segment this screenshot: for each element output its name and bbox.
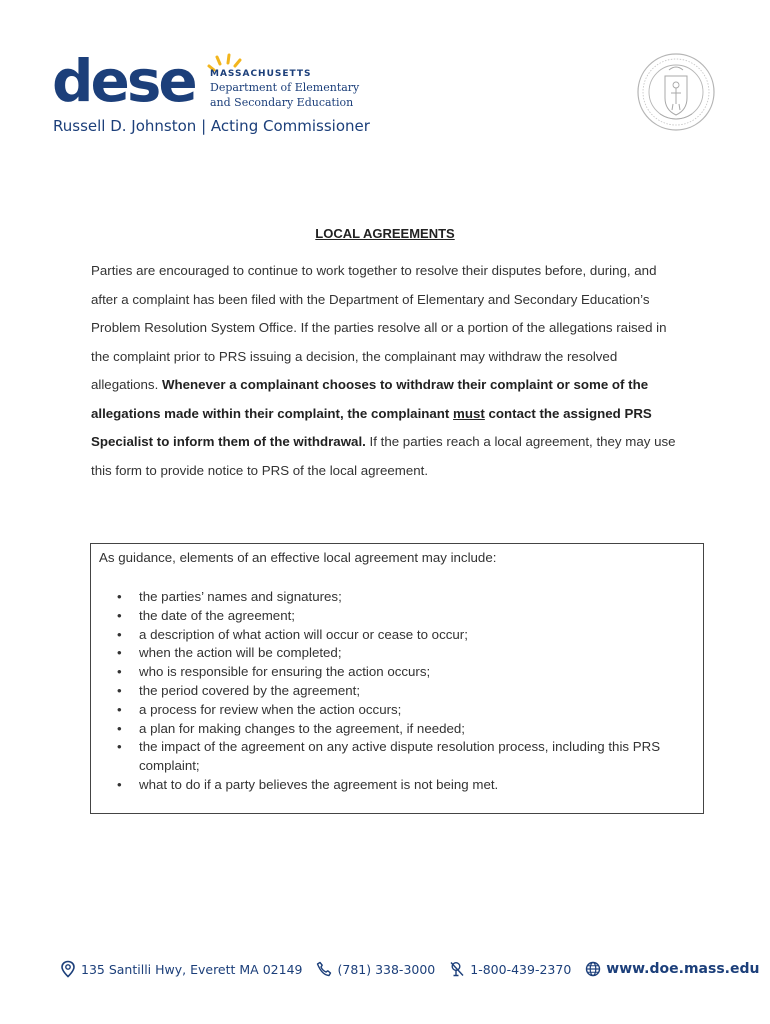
- dese-logo: [52, 47, 362, 115]
- footer-address: [60, 960, 302, 978]
- intro-paragraph: [91, 257, 681, 485]
- list-item-text: the impact of the agreement on any active dispute resolution process, including this PRS complaint;: [139, 739, 661, 774]
- bullet-icon: •: [117, 701, 122, 717]
- phone-text: (781) 338-3000: [337, 961, 436, 977]
- guidance-list: [99, 588, 695, 795]
- list-item: [99, 626, 695, 645]
- globe-icon: [585, 961, 601, 977]
- state-seal-icon: [636, 52, 716, 132]
- bullet-icon: •: [117, 664, 122, 680]
- bullet-icon: •: [117, 626, 122, 642]
- guidance-box: [90, 543, 704, 814]
- department-line-2: and Secondary Education: [210, 96, 354, 109]
- list-item-text: a process for review when the action occurs;: [139, 701, 402, 717]
- bullet-icon: •: [117, 607, 122, 623]
- phone-icon: [316, 961, 332, 977]
- list-item: [99, 701, 695, 720]
- tty-icon: [449, 961, 465, 977]
- list-item: [99, 663, 695, 682]
- footer-tty[interactable]: [449, 961, 571, 977]
- department-name: [210, 68, 359, 110]
- tty-text: 1-800-439-2370: [470, 961, 572, 977]
- guidance-intro: As guidance, elements of an effective local agreement may include:: [99, 550, 497, 565]
- list-item: [99, 607, 695, 626]
- list-item-text: when the action will be completed;: [139, 645, 342, 661]
- bullet-icon: •: [117, 739, 122, 755]
- department-line-1: Department of Elementary: [210, 81, 360, 94]
- paragraph-text-2: If the parties reach a local agreement, they may use this form to provide notice to PRS of the local agreement.: [91, 434, 676, 478]
- list-item-text: a description of what action will occur or cease to occur;: [139, 626, 468, 642]
- location-pin-icon: [60, 960, 76, 978]
- list-item-text: what to do if a party believes the agreement is not being met.: [139, 776, 499, 792]
- page-title: LOCAL AGREEMENTS: [315, 226, 455, 241]
- state-name: MASSACHUSETTS: [210, 69, 312, 79]
- paragraph-text-1: Parties are encouraged to continue to work together to resolve their disputes before, during, and after a complaint has been filed with the Department of Elementary and Secondary Education’s Problem Resolution System Office. If the parties resolve all or a portion of the allegations raised in the complaint prior to PRS issuing a decision, the complainant may withdraw the resolved allegations.: [91, 263, 667, 392]
- paragraph-bold-2: contact the assigned PRS Specialist to inform them of the withdrawal.: [91, 405, 652, 449]
- bullet-icon: •: [117, 682, 122, 698]
- list-item: [99, 720, 695, 739]
- list-item-text: the period covered by the agreement;: [139, 682, 361, 698]
- bullet-icon: •: [117, 776, 122, 792]
- list-item-text: the date of the agreement;: [139, 607, 295, 623]
- footer-website-link[interactable]: [585, 961, 759, 977]
- commissioner-line: Russell D. Johnston | Acting Commissioner: [53, 117, 370, 135]
- website-text: www.doe.mass.edu: [606, 961, 760, 977]
- footer-phone[interactable]: [316, 961, 435, 977]
- logo-wordmark: dese: [52, 47, 195, 115]
- list-item: [99, 682, 695, 701]
- bullet-icon: •: [117, 589, 122, 604]
- list-item-text: the parties’ names and signatures;: [139, 589, 342, 604]
- footer-contact-bar: [60, 958, 760, 980]
- bullet-icon: •: [117, 645, 122, 661]
- paragraph-bold-1: Whenever a complainant chooses to withdraw their complaint or some of the allegations made within their complaint, the complainant: [91, 377, 649, 421]
- address-text: 135 Santilli Hwy, Everett MA 02149: [81, 961, 303, 977]
- list-item: [99, 588, 695, 607]
- list-item-text: a plan for making changes to the agreement, if needed;: [139, 720, 465, 736]
- list-item: [99, 776, 695, 795]
- list-item-text: who is responsible for ensuring the action occurs;: [139, 664, 431, 680]
- bullet-icon: •: [117, 720, 122, 736]
- paragraph-bold-underline: must: [453, 405, 485, 421]
- list-item: [99, 644, 695, 663]
- list-item: [99, 738, 695, 776]
